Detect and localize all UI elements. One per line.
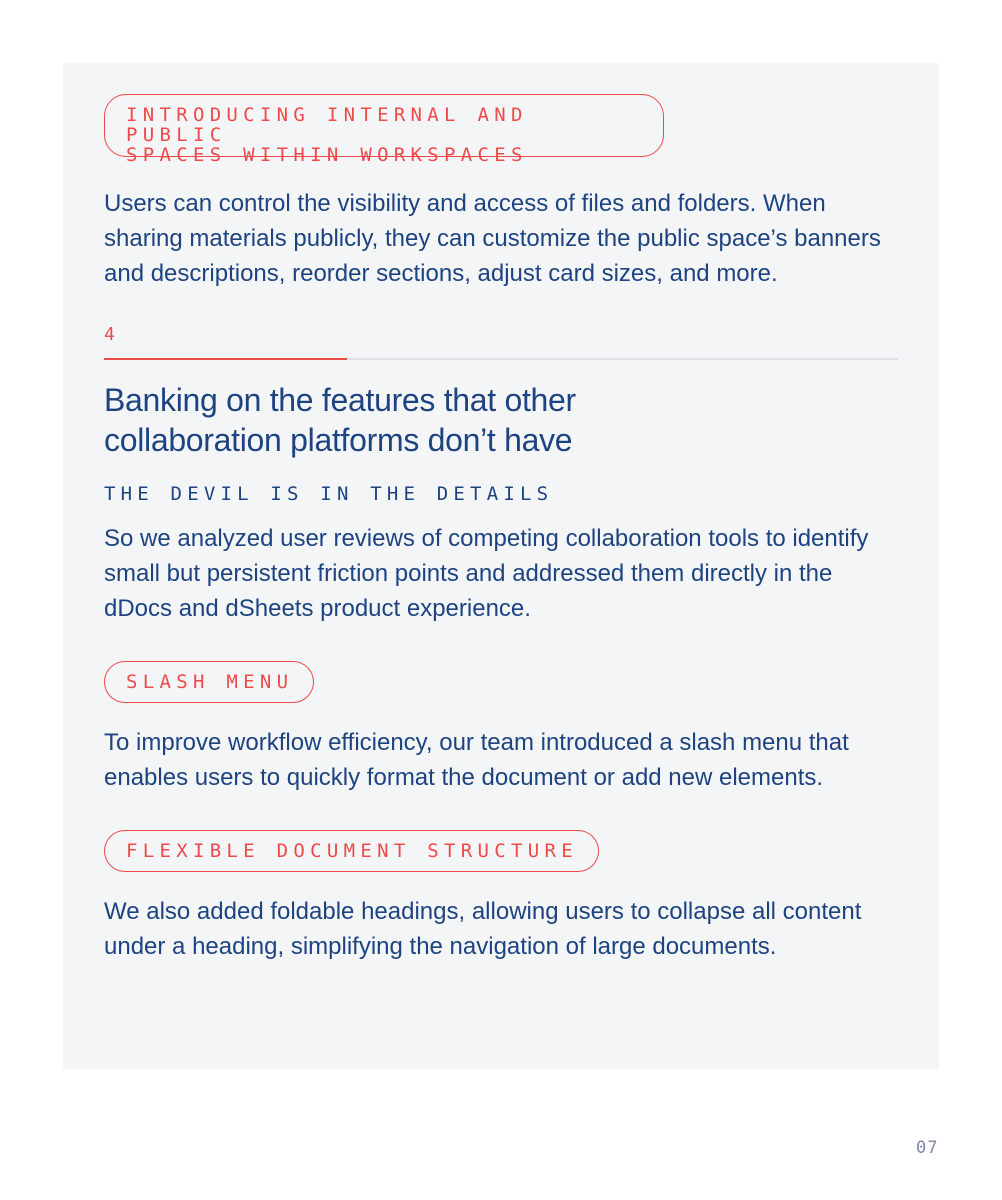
page-number: 07 — [916, 1138, 939, 1158]
content-column — [104, 94, 898, 964]
flexible-structure-badge: FLEXIBLE DOCUMENT STRUCTURE — [104, 830, 599, 872]
flexible-structure-paragraph: We also added foldable headings, allowing users to collapse all content under a heading, simplifying the navigation of large documents. — [104, 898, 862, 960]
section-divider — [104, 358, 898, 360]
section-number: 4 — [104, 324, 115, 345]
section-heading: Banking on the features that other collaboration platforms don’t have — [104, 382, 576, 458]
slash-menu-badge: SLASH MENU — [104, 661, 314, 703]
section-kicker: THE DEVIL IS IN THE DETAILS — [104, 483, 554, 505]
content-panel — [63, 63, 939, 1069]
section-divider-accent — [104, 358, 347, 360]
intro-paragraph: Users can control the visibility and access of files and folders. When sharing materials publicly, they can customize the public space’s banners and descriptions, reorder sections, adjust card sizes, and more. — [104, 190, 881, 287]
intro-badge: INTRODUCING INTERNAL AND PUBLIC SPACES WITHIN WORKSPACES — [104, 94, 664, 157]
slash-menu-paragraph: To improve workflow efficiency, our team introduced a slash menu that enables users to quickly format the document or add new elements. — [104, 729, 849, 791]
section-paragraph: So we analyzed user reviews of competing collaboration tools to identify small but persistent friction points and addressed them directly in the dDocs and dSheets product experience. — [104, 525, 869, 622]
